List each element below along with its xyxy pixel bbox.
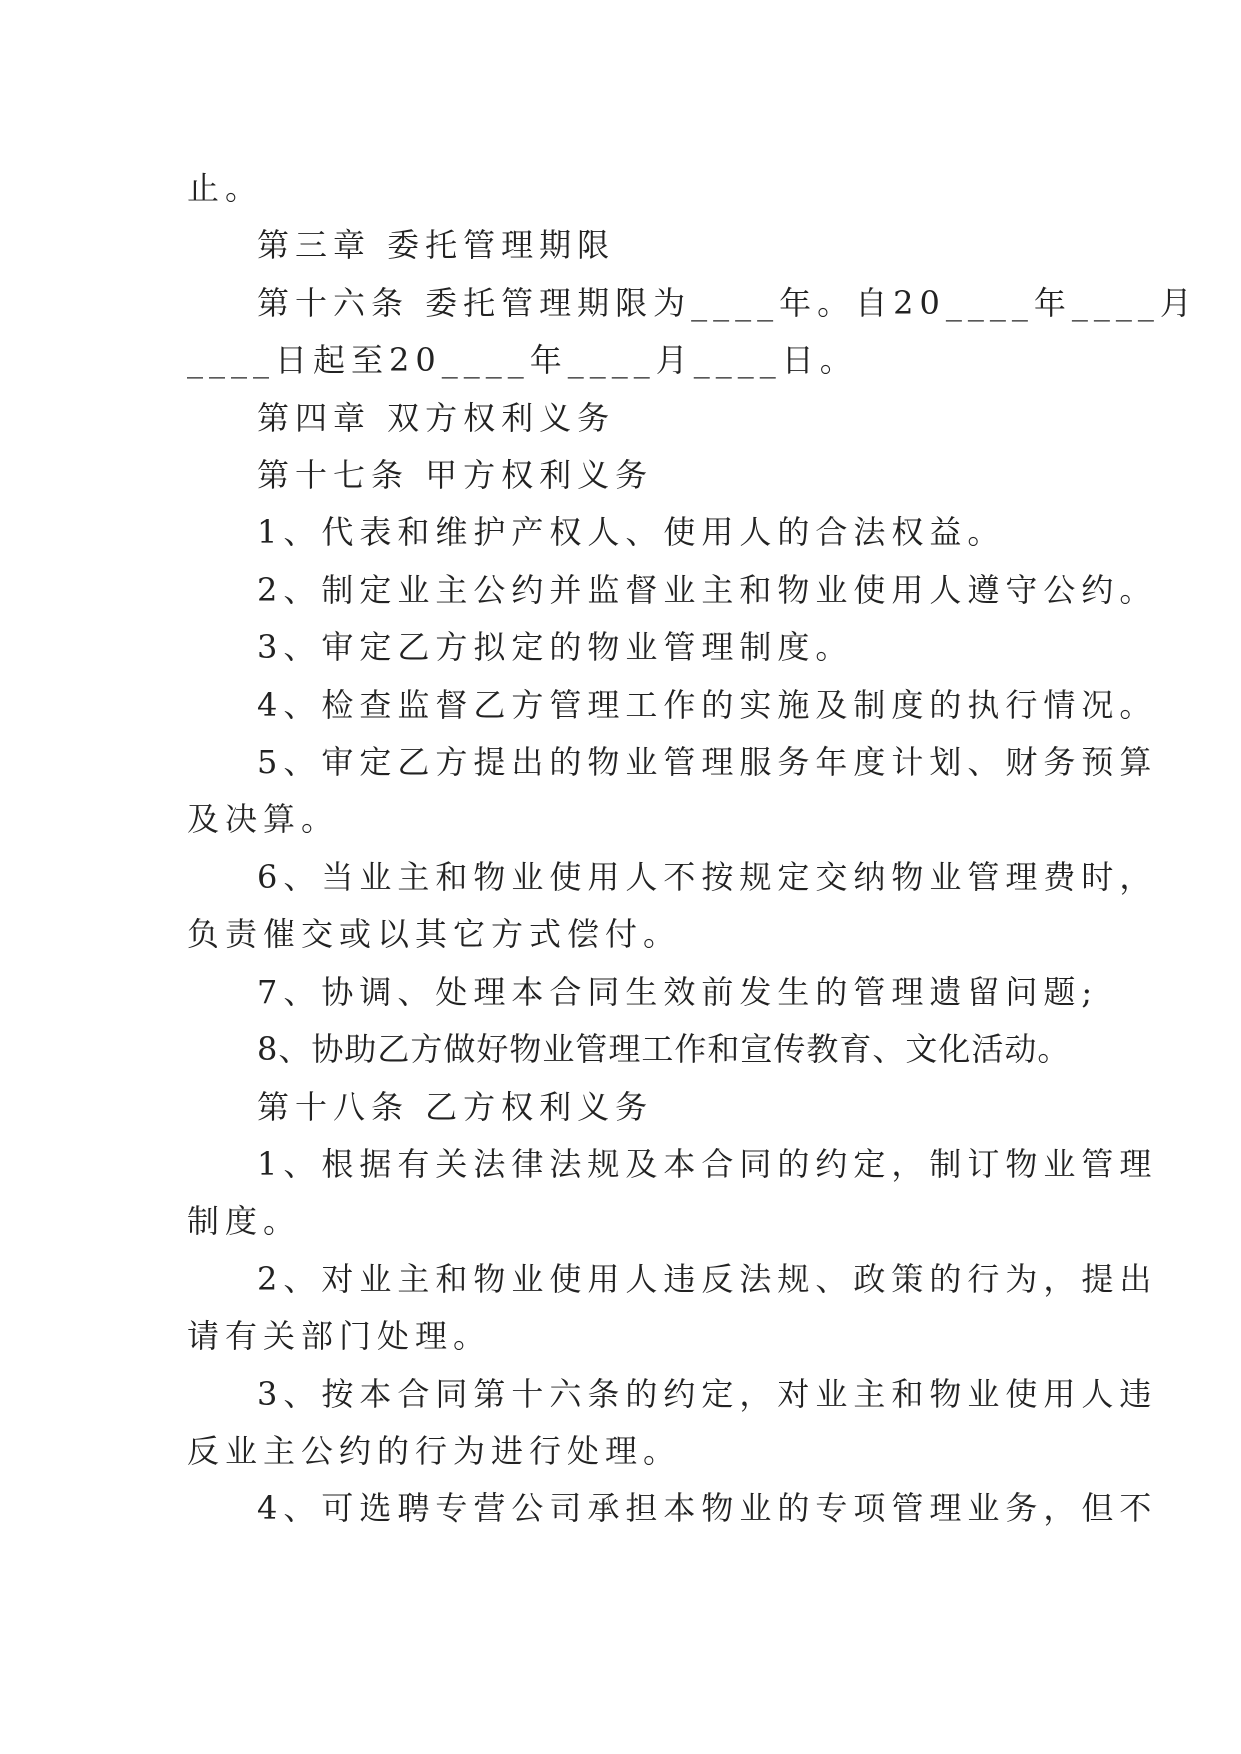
- list-item: 2、制定业主公约并监督业主和物业使用人遵守公约。: [257, 570, 1158, 609]
- document-body: [187, 160, 1198, 1538]
- article-heading: 第十六条 委托管理期限为____年。自20____年____月: [257, 283, 1198, 322]
- article-heading: 第十七条 甲方权利义务: [257, 456, 654, 495]
- text-line: 制度。: [187, 1202, 302, 1241]
- list-item: 3、按本合同第十六条的约定，对业主和物业使用人违: [257, 1374, 1158, 1413]
- text-line: 及决算。: [187, 800, 340, 839]
- list-item: 2、对业主和物业使用人违反法规、政策的行为，提出: [257, 1259, 1158, 1298]
- text-line: 负责催交或以其它方式偿付。: [187, 915, 682, 954]
- list-item: 4、可选聘专营公司承担本物业的专项管理业务，但不: [257, 1489, 1158, 1528]
- list-item: 6、当业主和物业使用人不按规定交纳物业管理费时，: [257, 857, 1158, 896]
- list-item: 4、检查监督乙方管理工作的实施及制度的执行情况。: [257, 685, 1158, 724]
- list-item: 3、审定乙方拟定的物业管理制度。: [257, 628, 854, 667]
- list-item: 7、协调、处理本合同生效前发生的管理遗留问题;: [257, 972, 1099, 1011]
- text-line: 请有关部门处理。: [187, 1317, 492, 1356]
- list-item: 1、根据有关法律法规及本合同的约定，制订物业管理: [257, 1144, 1158, 1183]
- chapter-heading: 第三章 委托管理期限: [257, 226, 616, 265]
- text-line: 反业主公约的行为进行处理。: [187, 1431, 682, 1470]
- text-line: ____日起至20____年____月____日。: [187, 341, 858, 380]
- text-line: 止。: [187, 169, 264, 207]
- list-item: 5、审定乙方提出的物业管理服务年度计划、财务预算: [257, 743, 1158, 782]
- list-item: 8、协助乙方做好物业管理工作和宣传教育、文化活动。: [257, 1030, 1071, 1069]
- chapter-heading: 第四章 双方权利义务: [257, 398, 616, 437]
- article-heading: 第十八条 乙方权利义务: [257, 1087, 654, 1126]
- list-item: 1、代表和维护产权人、使用人的合法权益。: [257, 513, 1006, 552]
